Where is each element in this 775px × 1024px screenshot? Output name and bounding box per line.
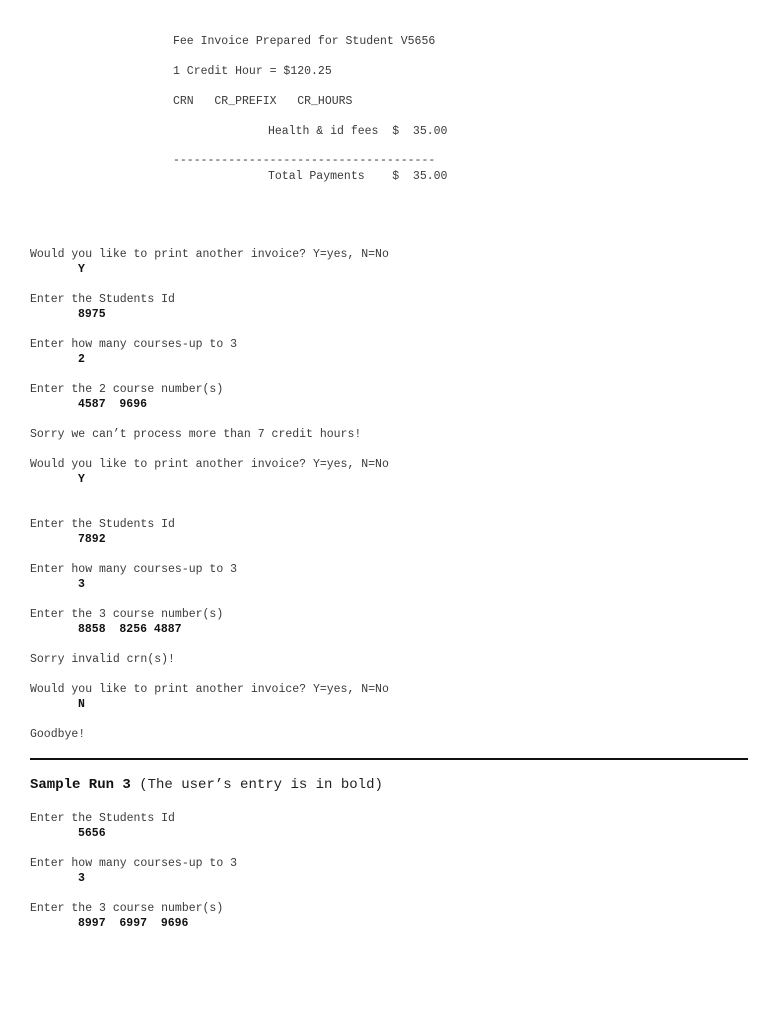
prompt-course-numbers: Enter the 3 course number(s) xyxy=(30,608,224,621)
user-entry-answer: N xyxy=(78,698,85,711)
error-invalid-crn: Sorry invalid crn(s)! xyxy=(30,653,175,666)
section-heading-title: Sample Run 3 xyxy=(30,777,131,793)
prompt-course-numbers: Enter the 2 course number(s) xyxy=(30,383,224,396)
user-entry-course-count: 3 xyxy=(78,578,85,591)
section-divider xyxy=(30,758,748,760)
user-entry-course-count: 2 xyxy=(78,353,85,366)
prompt-course-count: Enter how many courses-up to 3 xyxy=(30,563,238,576)
prompt-course-count: Enter how many courses-up to 3 xyxy=(30,338,238,351)
user-entry-answer: Y xyxy=(78,263,85,276)
prompt-student-id: Enter the Students Id xyxy=(30,293,175,306)
user-entry-student-id: 7892 xyxy=(78,533,106,546)
prompt-course-numbers: Enter the 3 course number(s) xyxy=(30,902,224,915)
user-entry-student-id: 5656 xyxy=(78,827,106,840)
section-heading xyxy=(30,777,383,793)
goodbye-message: Goodbye! xyxy=(30,728,86,741)
prompt-course-count: Enter how many courses-up to 3 xyxy=(30,857,238,870)
section-heading-note: (The user’s entry is in bold) xyxy=(130,777,383,793)
error-credit-hours: Sorry we can’t process more than 7 credit hours! xyxy=(30,428,362,441)
prompt-print-again: Would you like to print another invoice? Y=yes, N=No xyxy=(30,458,389,471)
user-entry-answer: Y xyxy=(78,473,85,486)
invoice-total-row: Total Payments $ 35.00 xyxy=(268,170,448,183)
invoice-rate: 1 Credit Hour = $120.25 xyxy=(173,65,332,78)
prompt-print-again: Would you like to print another invoice? Y=yes, N=No xyxy=(30,683,389,696)
prompt-student-id: Enter the Students Id xyxy=(30,518,175,531)
invoice-column-headers: CRN CR_PREFIX CR_HOURS xyxy=(173,95,353,108)
invoice-separator: -------------------------------------- xyxy=(173,154,436,167)
invoice-title: Fee Invoice Prepared for Student V5656 xyxy=(173,35,436,48)
user-entry-course-count: 3 xyxy=(78,872,85,885)
invoice-fees-row: Health & id fees $ 35.00 xyxy=(268,125,448,138)
prompt-print-again: Would you like to print another invoice? Y=yes, N=No xyxy=(30,248,389,261)
user-entry-course-numbers: 8997 6997 9696 xyxy=(78,917,189,930)
user-entry-course-numbers: 4587 9696 xyxy=(78,398,148,411)
user-entry-course-numbers: 8858 8256 4887 xyxy=(78,623,182,636)
prompt-student-id: Enter the Students Id xyxy=(30,812,175,825)
user-entry-student-id: 8975 xyxy=(78,308,106,321)
